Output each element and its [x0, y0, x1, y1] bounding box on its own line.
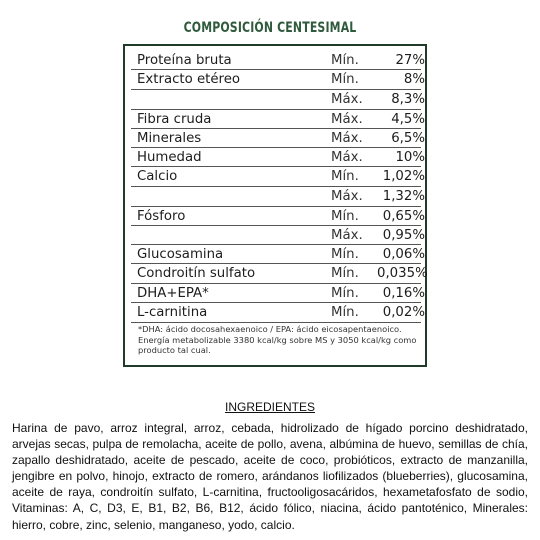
qualifier: Máx. [331, 189, 363, 204]
nutrient-value: 0,16% [382, 286, 425, 301]
ingredients-text: Harina de pavo, arroz integral, arroz, cebada, hidrolizado de hígado porcino deshidratado, arvejas secas, pulpa de remolacha, aceite de pollo, avena, albúmina de huevo, semillas de chía, zapallo deshidratado, aceite de pescado, aceite de coco, probióticos, extracto de manzanilla, jengibre en polvo, hinojo, extracto de romero, arándanos liofilizados (blueberries), glucosamina, aceite de raya, condroitín sulfato, L-carnitina, fructooligosacáridos, hexametafosfato de sodio, Vitaminas: A, C, D3, E, B1, B2, B6, B12, ácido fólico, niacina, ácido pantoténico, Minerales: hierro, cobre, zinc, selenio, manganeso, yodo, calcio. [12, 421, 528, 532]
nutrient-value: 27% [395, 53, 425, 68]
nutrient-value: 4,5% [391, 112, 425, 127]
qualifier: Máx. [331, 92, 363, 107]
nutrient-value: 0,035% [377, 266, 428, 281]
nutrient-value: 0,06% [382, 247, 425, 262]
row-divider [131, 128, 421, 129]
nutrient-name: Proteína bruta [137, 53, 232, 68]
footnote: *DHA: ácido docosahexaenoico / EPA: ácido eicosapentaenoico. Energía metabolizable 3380 kcal/kg sobre MS y 3050 kcal/kg como producto tal cual. [138, 324, 417, 355]
nutrient-value: 0,02% [382, 305, 425, 320]
composition-table [123, 44, 427, 367]
nutrient-value: 10% [395, 150, 425, 165]
nutrient-value: 8,3% [391, 92, 425, 107]
row-divider [131, 186, 421, 187]
qualifier: Mín. [331, 247, 359, 262]
row-divider [131, 206, 421, 207]
nutrient-name: L-carnitina [137, 305, 208, 320]
nutrient-name: Minerales [137, 131, 202, 146]
qualifier: Mín. [331, 305, 359, 320]
qualifier: Mín. [331, 209, 359, 224]
nutrient-name: Humedad [137, 150, 202, 165]
row-divider [131, 263, 421, 264]
qualifier: Máx. [331, 112, 363, 127]
row-divider [131, 302, 421, 303]
nutrient-value: 8% [403, 72, 425, 87]
row-divider [131, 147, 421, 148]
qualifier: Mín. [331, 286, 359, 301]
nutrient-name: Fósforo [137, 209, 186, 224]
nutrient-value: 1,32% [382, 189, 425, 204]
qualifier: Mín. [331, 72, 359, 87]
row-divider [131, 225, 421, 226]
row-divider [131, 283, 421, 284]
qualifier: Máx. [331, 131, 363, 146]
nutrient-value: 0,65% [382, 209, 425, 224]
row-divider [131, 69, 421, 70]
qualifier: Máx. [331, 228, 363, 243]
nutrient-value: 0,95% [382, 228, 425, 243]
row-divider [131, 89, 421, 90]
nutrient-value: 1,02% [382, 169, 425, 184]
nutrient-name: Condroitín sulfato [137, 266, 256, 281]
qualifier: Mín. [331, 266, 359, 281]
nutrient-name: Fibra cruda [137, 112, 212, 127]
qualifier: Máx. [331, 150, 363, 165]
nutrient-name: Glucosamina [137, 247, 224, 262]
row-divider [131, 322, 421, 323]
row-divider [131, 109, 421, 110]
qualifier: Mín. [331, 169, 359, 184]
composition-title: COMPOSICIÓN CENTESIMAL [183, 20, 357, 36]
nutrient-value: 6,5% [391, 131, 425, 146]
nutrient-name: Calcio [137, 169, 178, 184]
nutrient-name: DHA+EPA* [137, 286, 209, 301]
ingredients-heading: INGREDIENTES [224, 400, 315, 414]
row-divider [131, 166, 421, 167]
nutrient-name: Extracto etéreo [137, 72, 241, 87]
qualifier: Mín. [331, 53, 359, 68]
row-divider [131, 244, 421, 245]
